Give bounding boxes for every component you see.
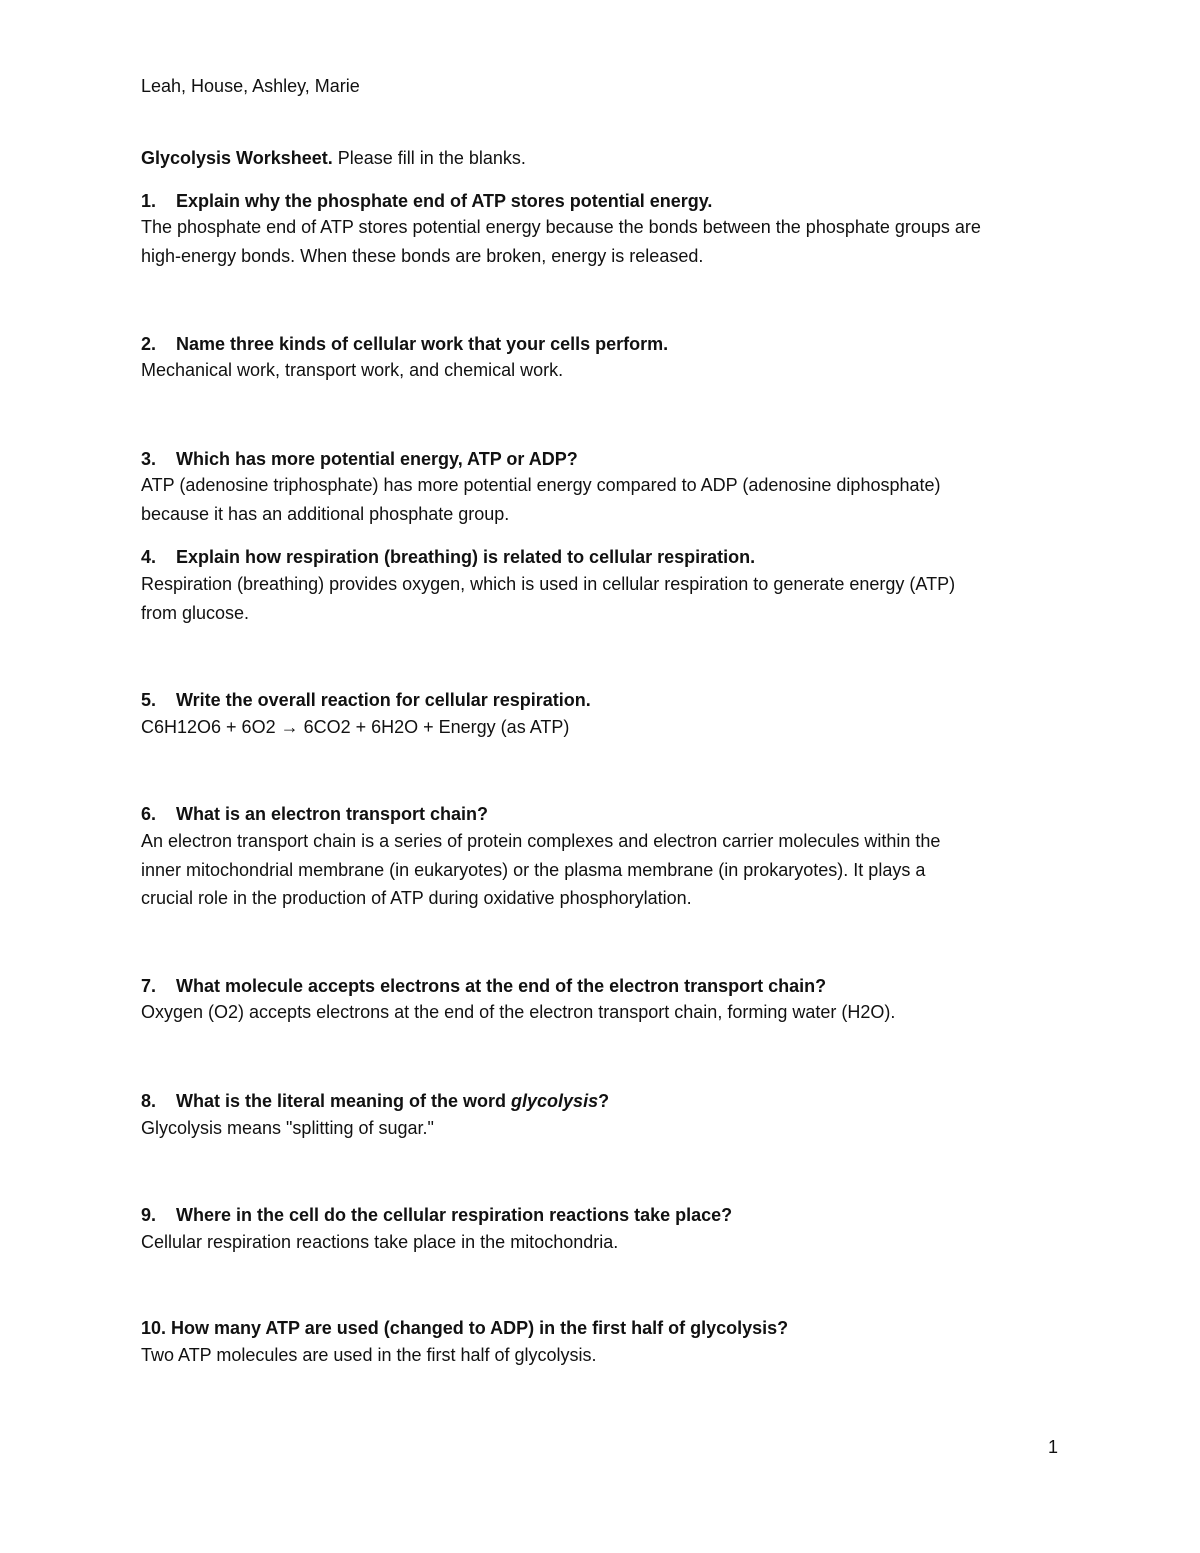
- question-10: 10. How many ATP are used (changed to ADP) in the first half of glycolysis?: [141, 1318, 789, 1338]
- answer-4-line-2: from glucose.: [141, 603, 250, 623]
- question-9: 9. Where in the cell do the cellular respiration reactions take place?: [141, 1205, 733, 1225]
- answer-4-line-1: Respiration (breathing) provides oxygen, which is used in cellular respiration to generate energy (ATP): [141, 574, 956, 594]
- page-number: 1: [1048, 1437, 1059, 1457]
- answer-7-line-1: Oxygen (O2) accepts electrons at the end of the electron transport chain, forming water (H2O).: [141, 1002, 896, 1022]
- question-7: 7. What molecule accepts electrons at the end of the electron transport chain?: [141, 976, 827, 996]
- question-4: 4. Explain how respiration (breathing) is related to cellular respiration.: [141, 547, 756, 567]
- answer-9-line-1: Cellular respiration reactions take place in the mitochondria.: [141, 1232, 619, 1252]
- answer-2-line-1: Mechanical work, transport work, and chemical work.: [141, 360, 564, 380]
- question-5: 5. Write the overall reaction for cellular respiration.: [141, 690, 591, 710]
- answer-3-line-1: ATP (adenosine triphosphate) has more potential energy compared to ADP (adenosine diphosphate): [141, 475, 941, 495]
- title-instructions: Please fill in the blanks.: [332, 148, 526, 168]
- author-names: Leah, House, Ashley, Marie: [141, 76, 360, 96]
- question-2: 2. Name three kinds of cellular work that your cells perform.: [141, 334, 669, 354]
- answer-6-line-2: inner mitochondrial membrane (in eukaryotes) or the plasma membrane (in prokaryotes). It plays a: [141, 860, 926, 880]
- title-bold: Glycolysis Worksheet.: [141, 148, 333, 168]
- worksheet-title: [141, 146, 526, 170]
- answer-3-line-2: because it has an additional phosphate group.: [141, 504, 510, 524]
- answer-6-line-3: crucial role in the production of ATP during oxidative phosphorylation.: [141, 888, 692, 908]
- answer-5-line-1: C6H12O6 + 6O2 → 6CO2 + 6H2O + Energy (as ATP): [141, 717, 570, 737]
- glycolysis-term: glycolysis: [511, 1091, 599, 1111]
- question-8: 8. What is the literal meaning of the word glycolysis?: [141, 1091, 610, 1111]
- answer-6-line-1: An electron transport chain is a series of protein complexes and electron carrier molecules within the: [141, 831, 941, 851]
- question-1: 1. Explain why the phosphate end of ATP stores potential energy.: [141, 191, 713, 211]
- answer-1-line-1: The phosphate end of ATP stores potential energy because the bonds between the phosphate groups are: [141, 217, 981, 237]
- answer-1-line-2: high-energy bonds. When these bonds are broken, energy is released.: [141, 246, 704, 266]
- answer-10-line-1: Two ATP molecules are used in the first half of glycolysis.: [141, 1345, 597, 1365]
- question-6: 6. What is an electron transport chain?: [141, 804, 489, 824]
- question-3: 3. Which has more potential energy, ATP or ADP?: [141, 449, 578, 469]
- answer-8-line-1: Glycolysis means "splitting of sugar.": [141, 1118, 434, 1138]
